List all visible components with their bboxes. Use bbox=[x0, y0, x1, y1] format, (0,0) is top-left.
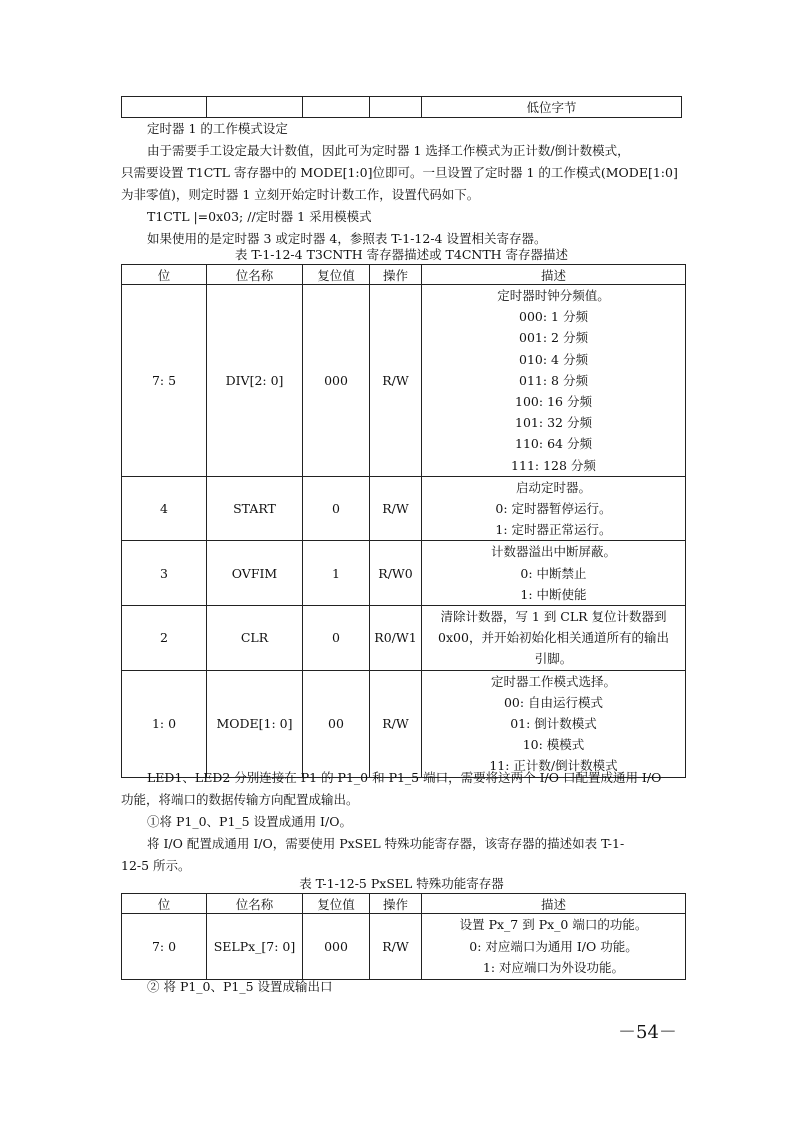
header-cell: 操作 bbox=[370, 894, 422, 914]
paragraph: 定时器 1 的工作模式设定 bbox=[147, 121, 288, 136]
table-row bbox=[122, 670, 686, 777]
header-cell: 位 bbox=[122, 265, 207, 285]
paragraph: 12-5 所示。 bbox=[121, 858, 191, 873]
desc-line: 100: 16 分频 bbox=[515, 394, 592, 410]
register-table-t3cnth bbox=[121, 264, 686, 778]
table-row bbox=[122, 285, 686, 477]
desc-cell bbox=[422, 541, 686, 606]
table-cell bbox=[303, 97, 370, 118]
desc-line: 010: 4 分频 bbox=[519, 351, 588, 367]
desc-line: 1: 中断使能 bbox=[520, 586, 587, 602]
table-row bbox=[122, 606, 686, 671]
desc-line: 0: 对应端口为通用 I/O 功能。 bbox=[469, 938, 638, 954]
desc-line: 111: 128 分频 bbox=[511, 457, 596, 473]
header-cell: 描述 bbox=[422, 894, 686, 914]
desc-line: 001: 2 分频 bbox=[519, 330, 588, 346]
bit-cell: 7: 5 bbox=[122, 285, 207, 477]
page-number: －54－ bbox=[618, 1022, 677, 1043]
desc-line: 设置 Px_7 到 Px_0 端口的功能。 bbox=[459, 917, 648, 932]
table-row bbox=[122, 541, 686, 606]
desc-line: 1: 对应端口为外设功能。 bbox=[482, 960, 625, 975]
name-cell: DIV[2: 0] bbox=[207, 285, 303, 477]
header-cell: 位 bbox=[122, 894, 207, 914]
name-cell: OVFIM bbox=[207, 541, 303, 606]
desc-line: 01: 倒计数模式 bbox=[510, 716, 597, 732]
desc-cell bbox=[422, 606, 686, 671]
table-cell bbox=[207, 97, 303, 118]
paragraph: ①将 P1_0、P1_5 设置成通用 I/O。 bbox=[147, 814, 352, 829]
top-partial-table bbox=[121, 96, 682, 118]
reset-cell: 0 bbox=[303, 476, 370, 541]
desc-line: 引脚。 bbox=[534, 651, 573, 667]
name-cell: CLR bbox=[207, 606, 303, 671]
table-caption: 表 T-1-12-4 T3CNTH 寄存器描述或 T4CNTH 寄存器描述 bbox=[234, 247, 569, 262]
bit-cell: 7: 0 bbox=[122, 914, 207, 980]
paragraph: 将 I/O 配置成通用 I/O，需要使用 PxSEL 特殊功能寄存器，该寄存器的描述如表 T-1- bbox=[147, 836, 625, 851]
reset-cell: 1 bbox=[303, 541, 370, 606]
table-cell bbox=[370, 97, 422, 118]
desc-line: 0x00，并开始初始化相关通道所有的输出 bbox=[438, 630, 669, 646]
bit-cell: 2 bbox=[122, 606, 207, 671]
header-cell: 复位值 bbox=[303, 265, 370, 285]
desc-line: 0: 定时器暂停运行。 bbox=[495, 501, 612, 517]
reset-cell: 0 bbox=[303, 606, 370, 671]
paragraph: 功能，将端口的数据传输方向配置成输出。 bbox=[121, 792, 359, 807]
desc-line: 110: 64 分频 bbox=[515, 436, 592, 452]
name-cell: SELPx_[7: 0] bbox=[207, 914, 303, 980]
register-table-pxsel bbox=[121, 893, 686, 980]
paragraph: 为非零值)，则定时器 1 立刻开始定时计数工作，设置代码如下。 bbox=[121, 187, 480, 202]
op-cell: R0/W1 bbox=[370, 606, 422, 671]
paragraph: 如果使用的是定时器 3 或定时器 4，参照表 T-1-12-4 设置相关寄存器。 bbox=[147, 231, 547, 246]
desc-cell bbox=[422, 285, 686, 477]
table-row bbox=[122, 97, 682, 118]
table-header-row bbox=[122, 894, 686, 914]
desc-line: 11: 正计数/倒计数模式 bbox=[489, 758, 618, 774]
desc-line: 定时器工作模式选择。 bbox=[490, 673, 616, 689]
desc-line: 00: 自由运行模式 bbox=[503, 694, 604, 710]
bit-cell: 4 bbox=[122, 476, 207, 541]
header-cell: 复位值 bbox=[303, 894, 370, 914]
desc-line: 清除计数器，写 1 到 CLR 复位计数器到 bbox=[440, 609, 667, 625]
bit-cell: 1: 0 bbox=[122, 670, 207, 777]
desc-line: 011: 8 分频 bbox=[519, 372, 588, 388]
name-cell: MODE[1: 0] bbox=[207, 670, 303, 777]
desc-line: 1: 定时器正常运行。 bbox=[495, 522, 612, 538]
desc-line: 计数器溢出中断屏蔽。 bbox=[490, 544, 616, 560]
table-row bbox=[122, 914, 686, 980]
desc-line: 000: 1 分频 bbox=[519, 309, 588, 325]
header-cell: 描述 bbox=[422, 265, 686, 285]
reset-cell: 000 bbox=[303, 285, 370, 477]
table-cell bbox=[122, 97, 207, 118]
name-cell: START bbox=[207, 476, 303, 541]
desc-line: 启动定时器。 bbox=[515, 479, 591, 495]
desc-line: 定时器时钟分频值。 bbox=[497, 288, 610, 303]
desc-cell bbox=[422, 914, 686, 980]
op-cell: R/W0 bbox=[370, 541, 422, 606]
paragraph: 只需要设置 T1CTL 寄存器中的 MODE[1:0]位即可。一旦设置了定时器 1 的工作模式(MODE[1:0] bbox=[121, 165, 678, 180]
reset-cell: 000 bbox=[303, 914, 370, 980]
op-cell: R/W bbox=[370, 670, 422, 777]
desc-cell bbox=[422, 670, 686, 777]
paragraph: ② 将 P1_0、P1_5 设置成输出口 bbox=[147, 979, 333, 994]
header-cell: 操作 bbox=[370, 265, 422, 285]
code-line: T1CTL |=0x03; //定时器 1 采用模模式 bbox=[147, 209, 372, 224]
op-cell: R/W bbox=[370, 914, 422, 980]
header-cell: 位名称 bbox=[207, 265, 303, 285]
paragraph: 由于需要手工设定最大计数值，因此可为定时器 1 选择工作模式为正计数/倒计数模式， bbox=[147, 143, 630, 158]
desc-line: 101: 32 分频 bbox=[515, 415, 592, 431]
reset-cell: 00 bbox=[303, 670, 370, 777]
table-cell: 低位字节 bbox=[422, 97, 682, 118]
paragraph: LED1、LED2 分别连接在 P1 的 P1_0 和 P1_5 端口，需要将这两个 I/O 口配置成通用 I/O bbox=[147, 770, 662, 785]
desc-line: 0: 中断禁止 bbox=[520, 565, 587, 581]
table-row bbox=[122, 476, 686, 541]
table-header-row bbox=[122, 265, 686, 285]
op-cell: R/W bbox=[370, 476, 422, 541]
op-cell: R/W bbox=[370, 285, 422, 477]
bit-cell: 3 bbox=[122, 541, 207, 606]
desc-line: 10: 模模式 bbox=[522, 737, 585, 753]
header-cell: 位名称 bbox=[207, 894, 303, 914]
table-caption: 表 T-1-12-5 PxSEL 特殊功能寄存器 bbox=[299, 876, 504, 891]
desc-cell bbox=[422, 476, 686, 541]
